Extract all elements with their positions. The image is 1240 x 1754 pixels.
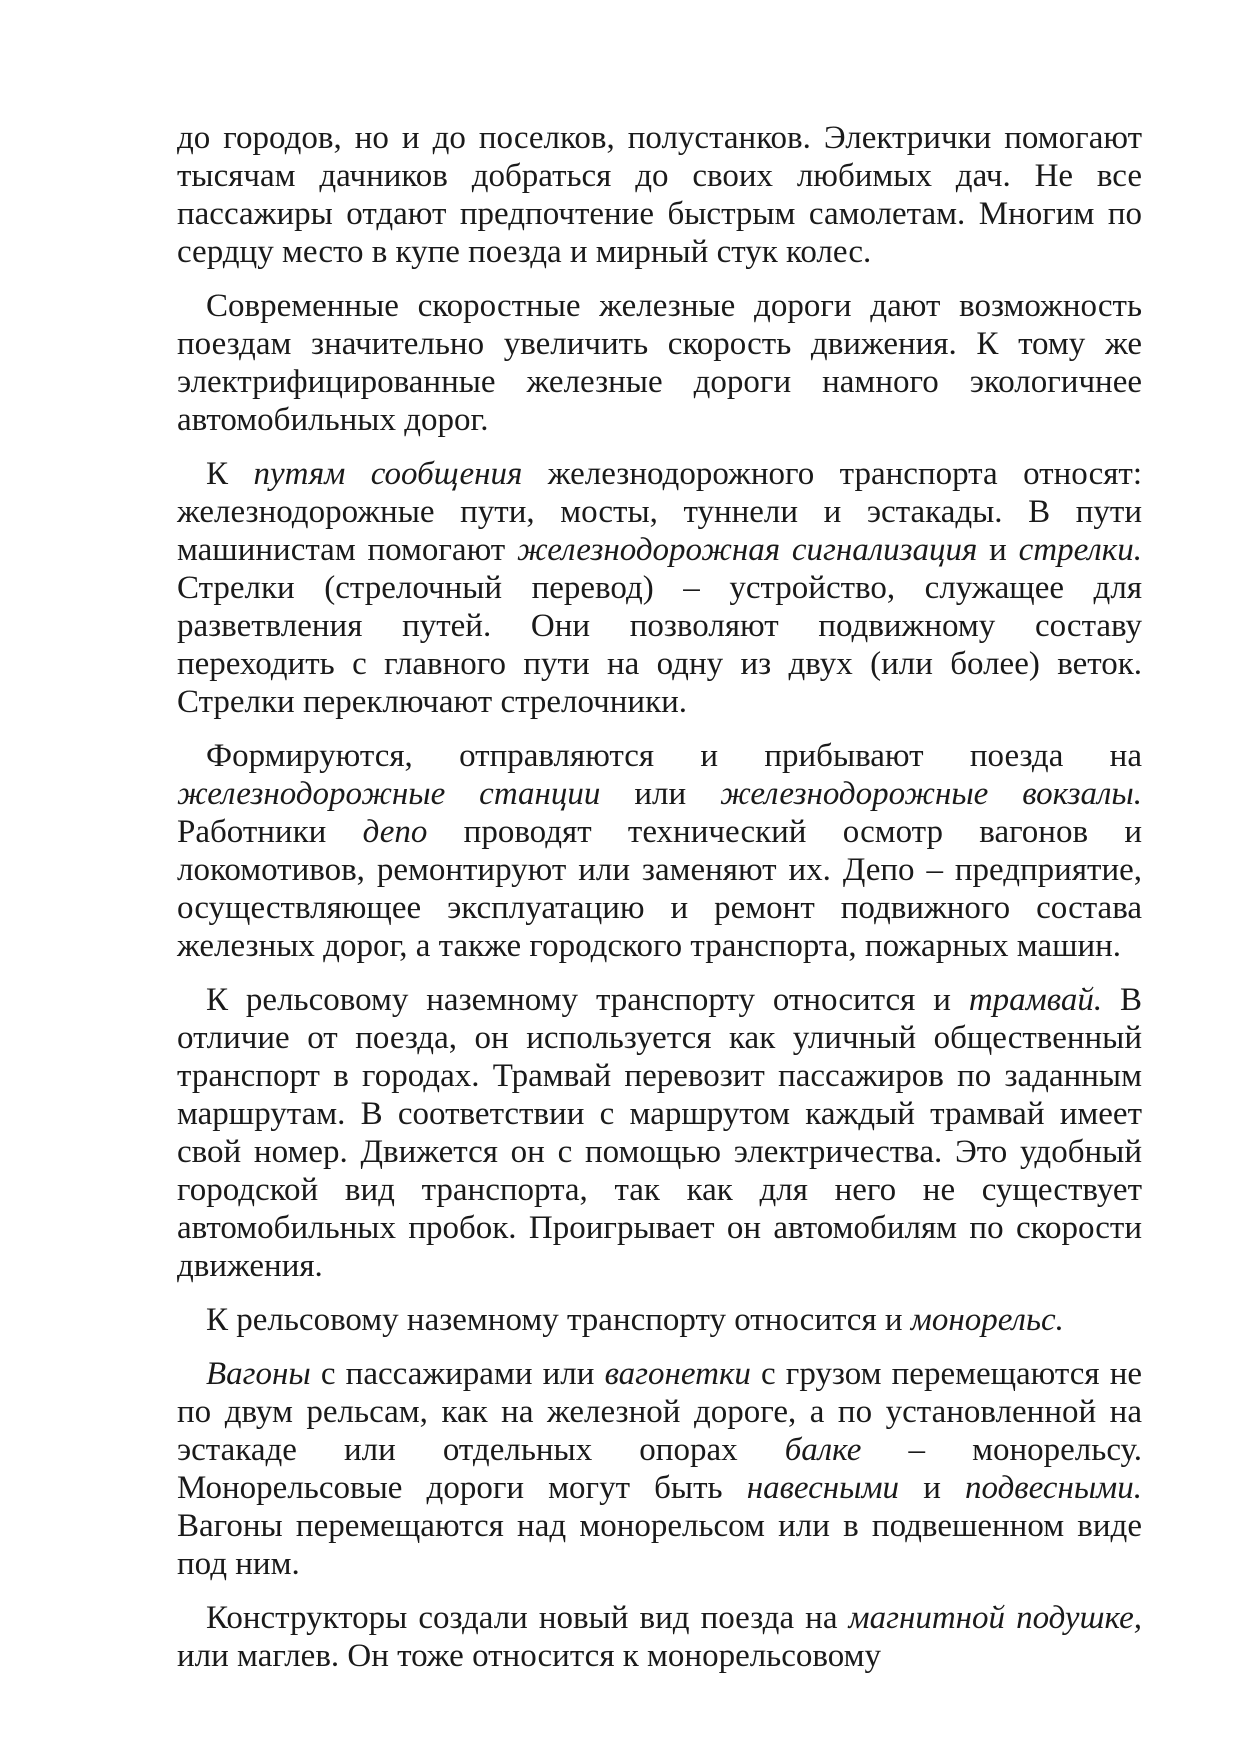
italic-term: подвесными.: [965, 1470, 1142, 1506]
italic-term: вагонетки: [604, 1356, 751, 1392]
text-run: проводят технический осмотр вагонов и локомотивов, ремонтируют или заменяют их. Депо – предприятие, осуществляющее эксплуатацию и ремонт подвижного состава железных дорог, а также городского транспорта, пожарных машин.: [177, 814, 1143, 964]
paragraph-4: [177, 737, 1142, 965]
italic-term: железнодорожные вокзалы.: [720, 776, 1142, 812]
paragraph-8: [177, 1599, 1142, 1675]
document-page: [177, 119, 1142, 1691]
paragraph-6: [177, 1301, 1142, 1339]
paragraph-3: [177, 455, 1142, 721]
italic-term: магнитной подушке,: [848, 1600, 1142, 1636]
text-run: В отличие от поезда, он используется как уличный общественный транспорт в городах. Трамвай перевозит пассажиров по заданным маршрутам. В соответствии с маршрутом каждый трамвай имеет свой номер. Движется он с помощью электричества. Это удобный городской вид транспорта, так как для него не существует автомобильных пробок. Проигрывает он автомобилям по скорости движения.: [177, 982, 1143, 1284]
italic-term: трамвай.: [968, 982, 1103, 1018]
italic-term: монорельс.: [910, 1302, 1064, 1338]
paragraph-2: [177, 287, 1142, 439]
italic-term: балке: [784, 1432, 862, 1468]
paragraph-1: [177, 119, 1142, 271]
text-run: железнодорожного транспорта относят: железнодорожные пути, мосты, туннели и эстакады. В пути машинистам помогают: [177, 456, 1142, 568]
text-run: Работники: [177, 814, 363, 850]
italic-term: стрелки.: [1018, 532, 1142, 568]
italic-term: железнодорожные станции: [177, 776, 601, 812]
italic-term: Вагоны: [206, 1356, 311, 1392]
text-run: К рельсовому наземному транспорту относится и: [206, 982, 969, 1018]
text-run: с грузом перемещаются не по двум рельсам, как на железной дороге, а по установленной на эстакаде или отдельных опорах: [177, 1356, 1142, 1468]
text-run: до городов, но и до поселков, полустанков. Электрички помогают тысячам дачников добраться до своих любимых дач. Не все пассажиры отдают предпочтение быстрым самолетам. Многим по сердцу место в купе поезда и мирный стук колес.: [177, 120, 1142, 270]
text-run: К: [206, 456, 254, 492]
text-run: Современные скоростные железные дороги дают возможность поездам значительно увеличить скорость движения. К тому же электрифицированные железные дороги намного экологичнее автомобильных дорог.: [177, 288, 1142, 438]
text-run: Конструкторы создали новый вид поезда на: [206, 1600, 849, 1636]
text-run: и: [977, 532, 1019, 568]
text-run: Вагоны перемещаются над монорельсом или в подвешенном виде под ним.: [177, 1508, 1142, 1582]
italic-term: депо: [362, 814, 428, 850]
text-run: Формируются, отправляются и прибывают поезда на: [206, 738, 1142, 774]
italic-term: железнодорожная сигнализация: [517, 532, 978, 568]
paragraph-5: [177, 981, 1142, 1285]
paragraph-7: [177, 1355, 1142, 1583]
italic-term: навесными: [746, 1470, 900, 1506]
text-run: Стрелки (стрелочный перевод) – устройство, служащее для разветвления путей. Они позволяют подвижному составу переходить с главного пути на одну из двух (или более) веток. Стрелки переключают стрелочники.: [177, 570, 1142, 720]
text-run: или: [600, 776, 721, 812]
text-run: и: [899, 1470, 966, 1506]
text-run: К рельсовому наземному транспорту относится и: [206, 1302, 911, 1338]
text-run: с пассажирами или: [310, 1356, 605, 1392]
italic-term: путям сообщения: [253, 456, 523, 492]
text-run: – монорельсу. Монорельсовые дороги могут быть: [177, 1432, 1142, 1506]
text-run: или маглев. Он тоже относится к монорельсовому: [177, 1638, 881, 1674]
